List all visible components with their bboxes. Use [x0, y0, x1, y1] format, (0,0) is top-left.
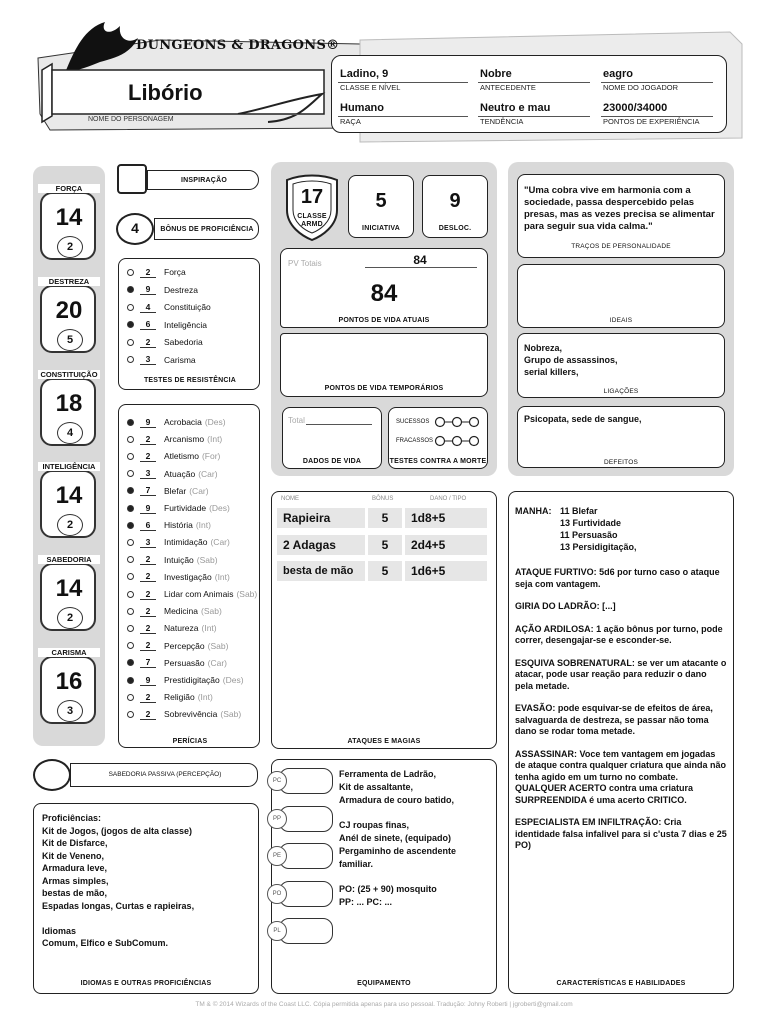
proficiency-line[interactable]: Idiomas: [42, 925, 77, 936]
equipment-line[interactable]: Anél de sinete, (equipado): [339, 833, 452, 843]
saving-throw-value[interactable]: 2: [140, 267, 156, 278]
skill-attribute: (Car): [207, 657, 227, 668]
saving-throw-row: [127, 264, 186, 280]
initiative-label: INICIATIVA: [362, 225, 400, 232]
proficiency-dot-icon[interactable]: [127, 269, 134, 276]
skill-value[interactable]: 7: [140, 485, 156, 496]
skill-attribute: (For): [201, 451, 221, 462]
class-level-label: CLASSE E NÍVEL: [340, 83, 401, 92]
skill-name: Atuação: [164, 468, 196, 479]
proficiency-line[interactable]: Kit de Jogos, (jogos de alta classe): [42, 825, 193, 836]
ability-modifier[interactable]: 2: [66, 519, 74, 531]
skill-value[interactable]: 2: [140, 623, 156, 634]
skill-value[interactable]: 2: [140, 451, 156, 462]
proficiency-dot-icon[interactable]: [127, 694, 134, 701]
hp-current-label: PONTOS DE VIDA ATUAIS: [338, 317, 430, 324]
armor-class-label-1: CLASSE: [297, 213, 327, 220]
proficiency-line[interactable]: Armas simples,: [42, 875, 109, 886]
ability-name: SABEDORIA: [38, 555, 100, 564]
equipment-line[interactable]: CJ roupas finas,: [339, 820, 410, 831]
skill-name: Lidar com Animais: [164, 589, 234, 599]
proficiency-dot-icon[interactable]: [127, 286, 134, 293]
proficiency-dot-icon[interactable]: [127, 573, 134, 580]
skill-value[interactable]: 9: [140, 417, 156, 428]
skill-value[interactable]: 9: [140, 675, 156, 686]
proficiency-dot-icon[interactable]: [127, 522, 134, 529]
skill-name: Intuição: [164, 554, 194, 565]
attack-row-1-bonus[interactable]: 5: [368, 508, 402, 528]
skill-value[interactable]: 2: [140, 589, 156, 600]
skill-value[interactable]: 2: [140, 692, 156, 703]
feature-evasion: EVASÃO: pode esquivar-se de efeitos de área, salvaguarda de destreza, se passar não toma dano se rodar toma metade.: [515, 703, 713, 736]
manha-line-2[interactable]: 13 Furtividade: [560, 518, 622, 528]
hit-dice-label: DADOS DE VIDA: [302, 458, 362, 465]
ability-name: FORÇA: [38, 184, 100, 193]
ability-score[interactable]: 14: [55, 482, 83, 509]
armor-class-value[interactable]: 17: [300, 186, 324, 208]
skill-row: [127, 603, 222, 619]
coin-field[interactable]: [279, 768, 333, 794]
skill-row: [127, 448, 220, 464]
brand-logo: DUNGEONS & DRAGONS®: [136, 38, 340, 53]
proficiency-line[interactable]: Espadas longas, Curtas e rapieiras,: [42, 900, 195, 911]
player-value[interactable]: eagro: [603, 68, 633, 80]
proficiency-dot-icon[interactable]: [127, 419, 134, 426]
saving-throw-value[interactable]: 6: [140, 319, 156, 330]
saving-throw-name: Força: [164, 267, 186, 277]
inspiration-label: INSPIRAÇÃO: [181, 177, 227, 184]
equipment-line[interactable]: PP: ... PC: ...: [339, 897, 393, 907]
feature-assassinate: ASSASSINAR: Voce tem vantagem em jogadas de ataque contra qualquer criatura que ainda não tenha agido em um turno no combate. QUALQUER ACERTO contra uma criatura SURPREENDIDA é uma acerto CRITICO.: [515, 748, 727, 805]
proficiency-dot-icon[interactable]: [127, 356, 134, 363]
proficiency-dot-icon[interactable]: [127, 608, 134, 615]
saving-throw-name: Constituição: [164, 302, 211, 312]
saving-throw-row: [127, 299, 211, 315]
saving-throw-row: [127, 317, 207, 333]
proficiency-dot-icon[interactable]: [127, 625, 134, 632]
coin-label: PE: [267, 846, 287, 866]
player-label: NOME DO JOGADOR: [603, 83, 679, 92]
saving-throw-name: Sabedoria: [164, 337, 203, 347]
proficiency-line[interactable]: Proficiências:: [42, 813, 102, 823]
skill-attribute: (Sab): [220, 709, 242, 720]
passive-label: SABEDORIA PASSIVA (PERCEPÇÃO): [108, 771, 222, 778]
manha-line-4[interactable]: 13 Persidigitação,: [560, 542, 637, 552]
proficiency-dot-icon[interactable]: [127, 711, 134, 718]
skill-attribute: (Int): [207, 434, 223, 445]
saving-throw-value[interactable]: 4: [140, 302, 156, 313]
armor-class-label-2: ARMD: [301, 221, 323, 228]
ability-score[interactable]: 14: [55, 204, 83, 231]
skill-value[interactable]: 2: [140, 571, 156, 582]
proficiency-line[interactable]: Comum, Elfico e SubComum.: [42, 938, 169, 948]
skill-attribute: (Car): [189, 485, 209, 496]
skill-row: [127, 483, 209, 499]
saving-throw-name: Destreza: [164, 284, 199, 295]
skill-row: [127, 431, 222, 447]
skill-attribute: (Des): [204, 417, 226, 427]
attacks-box: [271, 491, 497, 749]
coin-field[interactable]: [279, 806, 333, 832]
skill-attribute: (Sab): [196, 554, 218, 565]
death-saves-successes-label: SUCESSOS: [396, 419, 430, 425]
initiative-value[interactable]: 5: [375, 190, 387, 212]
skill-value[interactable]: 2: [140, 434, 156, 445]
footer-copyright: TM & © 2014 Wizards of the Coast LLC. Cópia permitida apenas para uso pessoal. Tradução: Johny Roberti | jgroberti@gmail.com: [195, 1001, 573, 1008]
traits-text[interactable]: "Uma cobra vive em harmonia com a sociedade, passa despercebido pelas presas, mas as vezes precisa se alimentar para seguir sua vida calma.": [524, 185, 715, 232]
skill-value[interactable]: 3: [140, 537, 156, 548]
skills-title: PERÍCIAS: [172, 738, 208, 745]
saving-throw-row: [127, 352, 196, 368]
attack-row-2-damage[interactable]: 2d4+5: [405, 535, 487, 555]
skill-name: Arcanismo: [164, 434, 205, 445]
saving-throw-value[interactable]: 9: [140, 284, 156, 295]
ability-charisma: [38, 648, 100, 728]
ability-modifier[interactable]: 2: [66, 612, 74, 624]
manha-line-3[interactable]: 11 Persuasão: [560, 530, 618, 540]
attack-row-3-bonus[interactable]: 5: [368, 561, 402, 581]
skill-attribute: (Sab): [207, 640, 229, 651]
equipment-line[interactable]: familiar.: [339, 858, 374, 869]
skill-row: [127, 638, 228, 654]
proficiency-dot-icon[interactable]: [127, 591, 134, 598]
skill-name: Natureza: [164, 623, 199, 634]
death-success-circles-icon[interactable]: [434, 416, 480, 428]
skill-attribute: (Int): [197, 692, 213, 703]
skill-name: Sobrevivência: [164, 709, 218, 720]
skill-value[interactable]: 2: [140, 606, 156, 617]
attacks-header-bonus: BÔNUS: [372, 496, 394, 502]
proficiency-dot-icon[interactable]: [127, 453, 134, 460]
proficiency-label: BÔNUS DE PROFICIÊNCIA: [160, 226, 254, 233]
ability-modifier[interactable]: 3: [66, 705, 74, 717]
death-failure-circles-icon[interactable]: [434, 435, 480, 447]
hp-max-value[interactable]: 84: [413, 253, 427, 267]
ability-score[interactable]: 20: [55, 297, 83, 324]
alignment-label: TENDÊNCIA: [480, 117, 524, 126]
features-text[interactable]: [515, 567, 727, 863]
ability-modifier[interactable]: 2: [66, 241, 74, 253]
skill-name: Persuasão: [164, 657, 205, 668]
ability-score[interactable]: 16: [55, 668, 83, 695]
ability-name: CONSTITUIÇÃO: [38, 370, 100, 379]
ability-intelligence: [38, 462, 100, 542]
ability-name: DESTREZA: [38, 277, 100, 286]
feature-infiltration: ESPECIALISTA EM INFILTRAÇÃO: Cria identidade falsa infalivel para si c'usta 7 dias e 25 PO): [515, 817, 727, 850]
proficiency-dot-icon[interactable]: [127, 539, 134, 546]
skill-value[interactable]: 2: [140, 640, 156, 651]
proficiencies-label: IDIOMAS E OUTRAS PROFICIÊNCIAS: [80, 980, 212, 987]
skill-attribute: (Int): [214, 571, 230, 582]
proficiency-dot-icon[interactable]: [127, 304, 134, 311]
attack-row-3-damage[interactable]: 1d6+5: [405, 561, 487, 581]
skill-row: [127, 689, 213, 705]
skill-row: [127, 552, 218, 568]
skill-attribute: (Des): [209, 503, 230, 513]
passive-value-circle[interactable]: [33, 759, 71, 791]
skill-row: [127, 500, 230, 516]
manha-line-1[interactable]: 11 Blefar: [560, 506, 598, 516]
skill-attribute: (Car): [210, 537, 230, 548]
proficiency-line[interactable]: Armadura leve,: [42, 863, 108, 873]
proficiency-line[interactable]: bestas de mão,: [42, 888, 108, 898]
attacks-title: ATAQUES E MAGIAS: [347, 738, 421, 745]
proficiency-dot-icon[interactable]: [127, 339, 134, 346]
skill-row: [127, 534, 230, 550]
attack-row-1-damage[interactable]: 1d8+5: [405, 508, 487, 528]
coin-field[interactable]: [279, 843, 333, 869]
flaws-text[interactable]: Psicopata, sede de sangue,: [524, 414, 642, 424]
saving-throw-row: [127, 282, 198, 298]
attacks-header-name: NOME: [281, 496, 299, 502]
equipment-line[interactable]: Kit de assaltante,: [339, 781, 414, 792]
skill-value[interactable]: 7: [140, 657, 156, 668]
proficiency-dot-icon[interactable]: [127, 677, 134, 684]
coin-label: PP: [267, 809, 287, 829]
character-name[interactable]: Libório: [128, 80, 203, 105]
coin-label: PC: [267, 771, 287, 791]
death-saves-label: TESTES CONTRA A MORTE: [389, 458, 487, 465]
proficiency-line[interactable]: Kit de Veneno,: [42, 850, 105, 861]
manha-title: MANHA:: [515, 506, 552, 516]
feature-uncanny-dodge: ESQUIVA SOBRENATURAL: se ver um atacante o atacar, pode usar reação para reduzir o dano pela metade.: [515, 657, 727, 691]
equipment-label: EQUIPAMENTO: [357, 980, 411, 987]
coin-field[interactable]: [279, 881, 333, 907]
ideals-label: IDEAIS: [609, 317, 633, 324]
proficiency-dot-icon[interactable]: [127, 642, 134, 649]
race-value[interactable]: Humano: [340, 102, 384, 114]
bonds-line-3[interactable]: serial killers,: [524, 367, 579, 377]
character-name-label: NOME DO PERSONAGEM: [88, 116, 174, 123]
skill-name: Medicina: [164, 606, 199, 617]
skill-row: [127, 569, 230, 585]
hp-current-value[interactable]: 84: [370, 280, 398, 307]
hp-max-label: PV Totais: [288, 259, 322, 268]
xp-value[interactable]: 23000/34000: [603, 102, 668, 114]
skill-name: Atletismo: [164, 451, 199, 462]
hit-dice-total-label: Total: [288, 416, 305, 425]
proficiency-dot-icon[interactable]: [127, 321, 134, 328]
coin-label: PL: [267, 921, 287, 941]
skill-value[interactable]: 9: [140, 503, 156, 514]
equipment-line[interactable]: Pergaminho de ascendente: [339, 845, 457, 856]
ability-score[interactable]: 18: [55, 390, 83, 417]
skill-value[interactable]: 3: [140, 468, 156, 479]
ability-dexterity: [38, 277, 100, 357]
attack-row-2-bonus[interactable]: 5: [368, 535, 402, 555]
attack-row-2-name[interactable]: 2 Adagas: [277, 535, 365, 555]
coin-label: PO: [267, 884, 287, 904]
skill-name: Intimidação: [164, 537, 208, 548]
skill-attribute: (Des): [222, 675, 244, 685]
xp-label: PONTOS DE EXPERIÊNCIA: [603, 117, 700, 126]
skill-row: [127, 672, 244, 688]
skill-attribute: (Sab): [201, 606, 222, 617]
proficiency-dot-icon[interactable]: [127, 556, 134, 563]
saving-throw-value[interactable]: 2: [140, 337, 156, 348]
proficiency-line[interactable]: Kit de Disfarce,: [42, 838, 108, 848]
skill-row: [127, 414, 226, 430]
ability-constitution: [38, 370, 100, 450]
proficiency-dot-icon[interactable]: [127, 436, 134, 443]
equipment-line[interactable]: PO: (25 + 90) mosquito: [339, 884, 437, 895]
equipment-line[interactable]: Armadura de couro batido,: [339, 794, 455, 805]
feature-cunning-action: AÇÃO ARDILOSA: 1 ação bônus por turno, pode correr, desengajar-se e esconder-se.: [515, 623, 723, 645]
skill-name: Blefar: [164, 485, 187, 496]
skill-name: Prestidigitação: [164, 675, 220, 685]
bonds-line-2[interactable]: Grupo de assassinos,: [524, 355, 618, 365]
proficiency-dot-icon[interactable]: [127, 659, 134, 666]
skill-name: Furtividade: [164, 503, 207, 513]
skill-attribute: (Int): [195, 520, 211, 531]
attack-row-1-name[interactable]: Rapieira: [277, 508, 365, 528]
skill-name: Investigação: [164, 571, 212, 582]
bonds-label: LIGAÇÕES: [603, 388, 639, 395]
inspiration-checkbox[interactable]: [117, 164, 147, 194]
death-saves-failures-label: FRACASSOS: [396, 438, 434, 444]
flaws-label: DEFEITOS: [604, 459, 638, 466]
race-label: RAÇA: [340, 117, 361, 126]
saving-throw-name: Inteligência: [164, 319, 208, 330]
ability-score[interactable]: 14: [55, 575, 83, 602]
skill-row: [127, 466, 218, 482]
saving-throw-name: Carisma: [164, 354, 196, 365]
ability-name: CARISMA: [38, 648, 100, 657]
speed-value[interactable]: 9: [449, 190, 461, 212]
bonds-line-1[interactable]: Nobreza,: [524, 343, 563, 353]
skill-attribute: (Sab): [236, 589, 258, 599]
feature-thieves-cant: GIRIA DO LADRÃO: [...]: [515, 601, 616, 611]
attack-row-3-name[interactable]: besta de mão: [277, 561, 365, 581]
speed-label: DESLOC.: [438, 225, 472, 232]
ability-strength: [38, 184, 100, 264]
skill-value[interactable]: 6: [140, 520, 156, 531]
alignment-value[interactable]: Neutro e mau: [480, 102, 551, 114]
features-label: CARACTERÍSTICAS E HABILIDADES: [556, 980, 686, 987]
skill-value[interactable]: 2: [140, 554, 156, 565]
ability-wisdom: [38, 555, 100, 635]
skill-name: Percepção: [164, 640, 205, 651]
skill-attribute: (Int): [201, 623, 217, 634]
class-level-value[interactable]: Ladino, 9: [340, 68, 389, 80]
skill-row: [127, 655, 227, 671]
equipment-line[interactable]: Ferramenta de Ladrão,: [339, 769, 437, 779]
ability-name: INTELIGÊNCIA: [38, 462, 100, 471]
saving-throw-value[interactable]: 3: [140, 354, 156, 365]
attacks-header-damage: DANO / TIPO: [430, 496, 467, 502]
background-label: ANTECEDENTE: [480, 83, 536, 92]
proficiency-dot-icon[interactable]: [127, 487, 134, 494]
skill-attribute: (Car): [198, 468, 218, 479]
skill-row: [127, 706, 241, 722]
skill-row: [127, 586, 257, 602]
proficiency-dot-icon[interactable]: [127, 505, 134, 512]
skill-row: [127, 620, 217, 636]
traits-label: TRAÇOS DE PERSONALIDADE: [571, 243, 671, 250]
hp-temp-label: PONTOS DE VIDA TEMPORÁRIOS: [324, 385, 444, 392]
proficiency-value[interactable]: 4: [131, 220, 139, 236]
skill-value[interactable]: 2: [140, 709, 156, 720]
background-value[interactable]: Nobre: [480, 68, 512, 80]
saving-throws-title: TESTES DE RESISTÊNCIA: [143, 377, 237, 384]
ability-modifier[interactable]: 5: [66, 334, 74, 346]
skill-name: Religião: [164, 692, 195, 703]
proficiency-dot-icon[interactable]: [127, 470, 134, 477]
saving-throw-row: [127, 334, 203, 350]
skill-name: História: [164, 520, 193, 531]
ability-modifier[interactable]: 4: [66, 427, 74, 439]
skill-name: Acrobacia: [164, 417, 202, 427]
feature-sneak-attack: ATAQUE FURTIVO: 5d6 por turno caso o ataque seja com vantagem.: [515, 567, 720, 589]
coin-field[interactable]: [279, 918, 333, 944]
skill-row: [127, 517, 211, 533]
